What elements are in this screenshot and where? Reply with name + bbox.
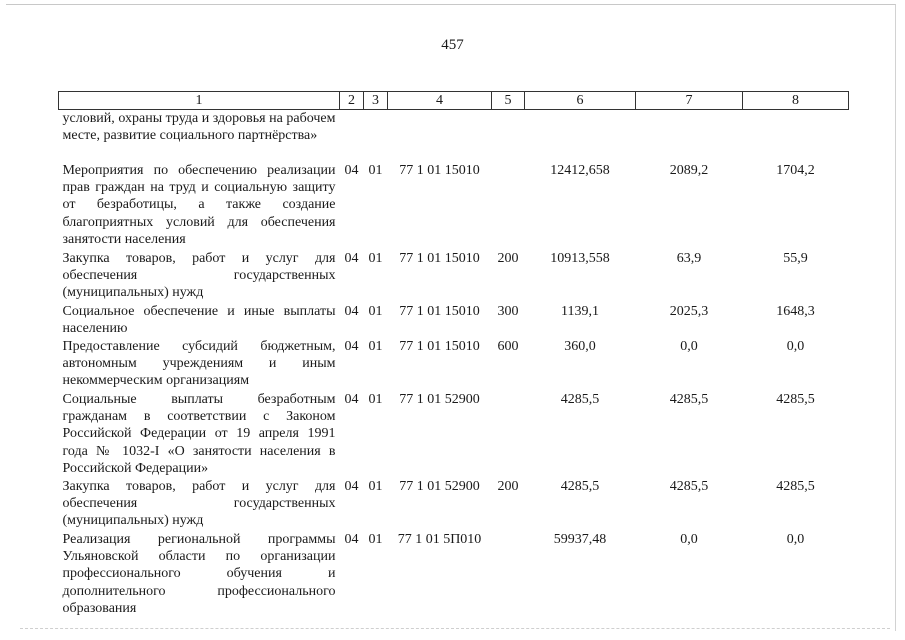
cell-subsection: 01 — [368, 303, 383, 319]
row-name: Реализация региональной программы Ульяновской области по организации профессионального обучения и дополнительного профессионального образования — [62, 531, 336, 617]
table-row — [59, 110, 849, 162]
cell-section: 04 — [344, 303, 359, 319]
cell-amount-7: 2025,3 — [669, 303, 709, 319]
cell-section: 04 — [344, 478, 359, 494]
column-header: 7 — [636, 92, 743, 110]
cell-amount-7: 63,9 — [676, 250, 702, 266]
row-name: Закупка товаров, работ и услуг для обеспечения государственных (муниципальных) нужд — [62, 250, 336, 301]
cell-target-article — [388, 110, 492, 162]
cell-amount-7 — [636, 110, 743, 162]
column-header: 4 — [388, 92, 492, 110]
table-row — [59, 391, 849, 478]
cell-amount-8: 55,9 — [783, 250, 808, 266]
cell-amount-6: 12412,658 — [550, 162, 610, 178]
cell-target-article: 77 1 01 15010 — [399, 162, 480, 178]
cell-amount-8: 4285,5 — [776, 391, 815, 407]
cell-amount-7: 0,0 — [680, 531, 698, 547]
table-row — [59, 250, 849, 303]
cell-subsection: 01 — [368, 531, 383, 547]
cell-target-article: 77 1 01 15010 — [399, 338, 480, 354]
cell-section — [340, 110, 364, 162]
cell-section: 04 — [344, 338, 359, 354]
page-number: 457 — [441, 37, 464, 53]
cell-target-article: 77 1 01 5П010 — [397, 531, 482, 547]
cell-subsection — [364, 110, 388, 162]
cell-section: 04 — [344, 250, 359, 266]
cell-expense-type — [492, 531, 525, 618]
cell-expense-type — [492, 110, 525, 162]
row-name: Социальное обеспечение и иные выплаты населению — [62, 303, 336, 336]
cell-expense-type — [492, 162, 525, 250]
row-name: Мероприятия по обеспечению реализации прав граждан на труд и социальную защиту от безработицы, а также создание благоприятных условий для обеспечения занятости населения — [62, 162, 336, 248]
cell-expense-type: 600 — [497, 338, 519, 354]
table-row — [59, 531, 849, 618]
cell-amount-8: 1648,3 — [776, 303, 815, 319]
cell-subsection: 01 — [368, 250, 383, 266]
cell-target-article: 77 1 01 15010 — [399, 250, 480, 266]
table-row — [59, 338, 849, 391]
row-name: Предоставление субсидий бюджетным, автономным учреждениям и иным некоммерческим организациям — [62, 338, 336, 389]
cell-subsection: 01 — [368, 338, 383, 354]
column-header: 3 — [364, 92, 388, 110]
table-row — [59, 162, 849, 250]
cell-amount-7: 4285,5 — [669, 478, 709, 494]
cell-amount-8: 4285,5 — [776, 478, 815, 494]
cell-amount-8: 0,0 — [786, 531, 805, 547]
cell-expense-type: 200 — [497, 250, 519, 266]
cell-expense-type: 200 — [497, 478, 519, 494]
column-header: 8 — [743, 92, 849, 110]
cell-amount-6: 4285,5 — [560, 391, 600, 407]
cell-amount-6: 1139,1 — [561, 303, 599, 319]
cell-target-article: 77 1 01 52900 — [399, 478, 480, 494]
header-row — [59, 92, 849, 110]
cell-amount-6: 4285,5 — [560, 478, 600, 494]
budget-table — [58, 91, 849, 618]
row-name: Закупка товаров, работ и услуг для обеспечения государственных (муниципальных) нужд — [62, 478, 336, 529]
cell-subsection: 01 — [368, 478, 383, 494]
cell-expense-type — [492, 391, 525, 478]
cell-amount-7: 0,0 — [680, 338, 698, 354]
cell-amount-6: 360,0 — [564, 338, 596, 354]
cell-amount-7: 2089,2 — [669, 162, 709, 178]
cell-target-article: 77 1 01 52900 — [399, 391, 480, 407]
cell-target-article: 77 1 01 15010 — [399, 303, 480, 319]
cell-amount-8: 0,0 — [786, 338, 805, 354]
cell-amount-6: 10913,558 — [550, 250, 610, 266]
cell-amount-6 — [525, 110, 636, 162]
cell-section: 04 — [344, 531, 359, 547]
column-header: 6 — [525, 92, 636, 110]
column-header: 5 — [492, 92, 525, 110]
cell-section: 04 — [344, 391, 359, 407]
cell-section: 04 — [344, 162, 359, 178]
cell-amount-6: 59937,48 — [553, 531, 607, 547]
column-header: 1 — [59, 92, 340, 110]
cell-amount-8: 1704,2 — [776, 162, 815, 178]
row-name: Социальные выплаты безработным гражданам в соответствии с Законом Российской Федерации от 19 апреля 1991 года № 1032-I «О занятости населения в Российской Федерации» — [62, 391, 336, 477]
column-header: 2 — [340, 92, 364, 110]
cell-subsection: 01 — [368, 391, 383, 407]
budget-table-container — [58, 91, 845, 618]
row-name: условий, охраны труда и здоровья на рабочем месте, развитие социального партнёрства» — [62, 111, 336, 144]
cell-amount-7: 4285,5 — [669, 391, 709, 407]
table-row — [59, 303, 849, 338]
scan-edge — [20, 628, 890, 630]
table-row — [59, 478, 849, 531]
cell-amount-8 — [743, 110, 849, 162]
cell-subsection: 01 — [368, 162, 383, 178]
cell-expense-type: 300 — [497, 303, 519, 319]
